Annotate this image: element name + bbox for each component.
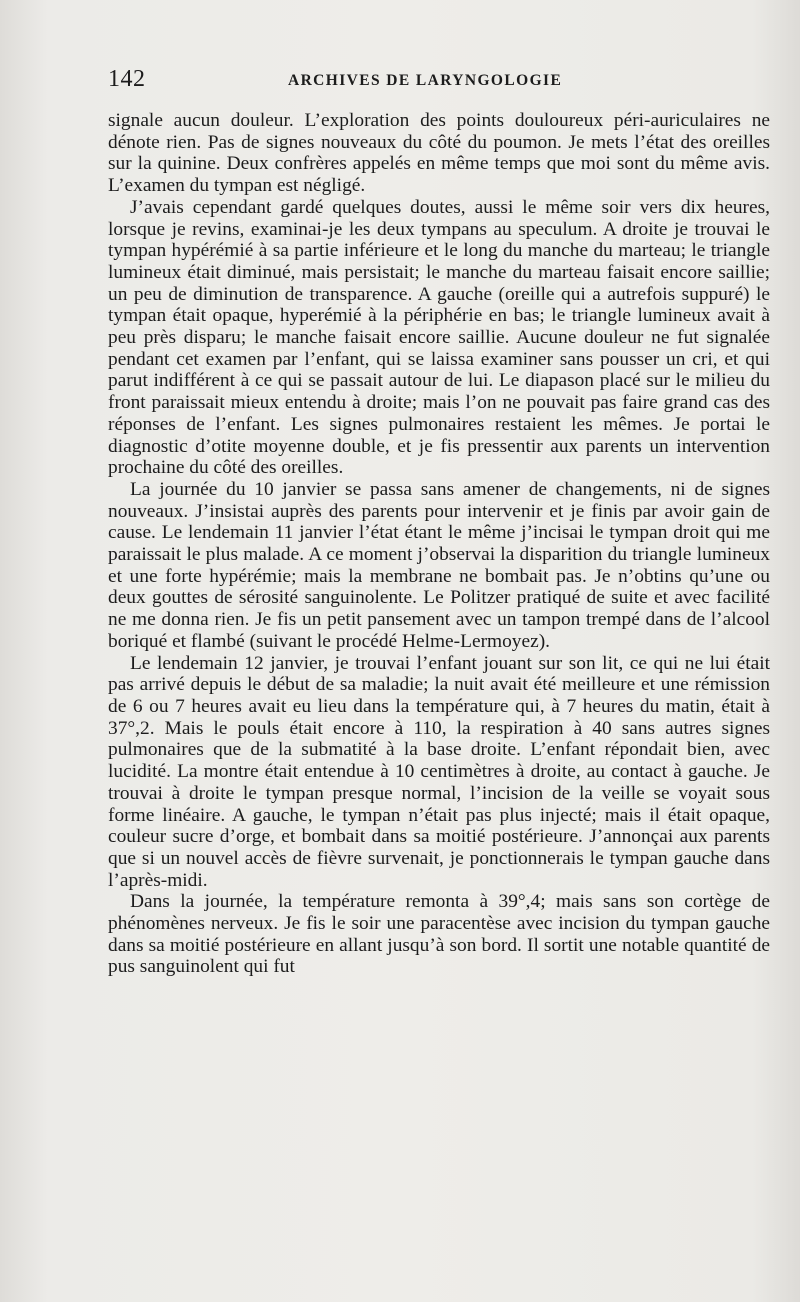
running-title: ARCHIVES DE LARYNGOLOGIE xyxy=(288,72,563,89)
paragraph-3: La journée du 10 janvier se passa sans amener de changements, ni de signes nouveaux. J’insistai auprès des parents pour intervenir et je finis par avoir gain de cause. Le lendemain 11 janvier l’état étant le même j’incisai le tympan droit qui me paraissait le plus malade. A ce moment j’observai la disparition du triangle lumineux et une forte hypérémie; mais la membrane ne bombait pas. Je n’obtins qu’une ou deux gouttes de sérosité sanguinolente. Le Politzer pratiqué de suite et avec facilité ne me donna rien. Je fis un petit pansement avec un tampon trempé dans de l’alcool boriqué et flambé (suivant le procédé Helme-Lermoyez). xyxy=(108,478,770,652)
paragraph-4: Le lendemain 12 janvier, je trouvai l’enfant jouant sur son lit, ce qui ne lui était pas arrivé depuis le début de sa maladie; la nuit avait été meilleure et une rémission de 6 ou 7 heures avait eu lieu dans la température qui, à 7 heures du matin, était à 37°,2. Mais le pouls était encore à 110, la respiration à 40 sans autres signes pulmonaires que de la submatité à la base droite. L’enfant répondait bien, avec lucidité. La montre était entendue à 10 centimètres à droite, au contact à gauche. Je trouvai à droite le tympan presque normal, l’incision de la veille se voyait sous forme linéaire. A gauche, le tympan n’était pas plus injecté; mais il était opaque, couleur sucre d’orge, et bombait dans sa moitié postérieure. J’annonçai aux parents que si un nouvel accès de fièvre survenait, je ponctionnerais le tympan gauche dans l’après-midi. xyxy=(108,652,770,891)
page-number: 142 xyxy=(108,66,146,92)
paragraph-5: Dans la journée, la température remonta à 39°,4; mais sans son cortège de phénomènes nerveux. Je fis le soir une paracentèse avec incision du tympan gauche dans sa moitié postérieure en allant jusqu’à son bord. Il sortit une notable quantité de pus sanguinolent qui fut xyxy=(108,891,770,978)
paragraph-2: J’avais cependant gardé quelques doutes, aussi le même soir vers dix heures, lorsque je revins, examinai-je les deux tympans au speculum. A droite je trouvai le tympan hypérémié à sa partie inférieure et le long du manche du marteau; le triangle lumineux était diminué, mais persistait; le manche du marteau faisait encore saillie; un peu de diminution de transparence. A gauche (oreille qui a autrefois suppuré) le tympan était opaque, hyperémié à la périphérie en bas; le triangle lumineux avait à peu près disparu; le manche faisait encore saillie. Aucune douleur ne fut signalée pendant cet examen par l’enfant, qui se laissa examiner sans pousser un cri, et qui parut indifférent à ce qui se passait autour de lui. Le diapason placé sur le milieu du front paraissait mieux entendu à droite; mais l’on ne pouvait pas faire grand cas des réponses de l’enfant. Les signes pulmonaires restaient les mêmes. Je portai le diagnostic d’otite moyenne double, et je fis pressentir aux parents un intervention prochaine du côté des oreilles. xyxy=(108,196,770,479)
body-text xyxy=(108,110,770,978)
page-header xyxy=(108,66,770,96)
paragraph-1: signale aucun douleur. L’exploration des points douloureux péri-auriculaires ne dénote rien. Pas de signes nouveaux du côté du poumon. Je mets l’état des oreilles sur la quinine. Deux confrères appelés en même temps que moi sont du même avis. L’examen du tympan est négligé. xyxy=(108,110,770,197)
